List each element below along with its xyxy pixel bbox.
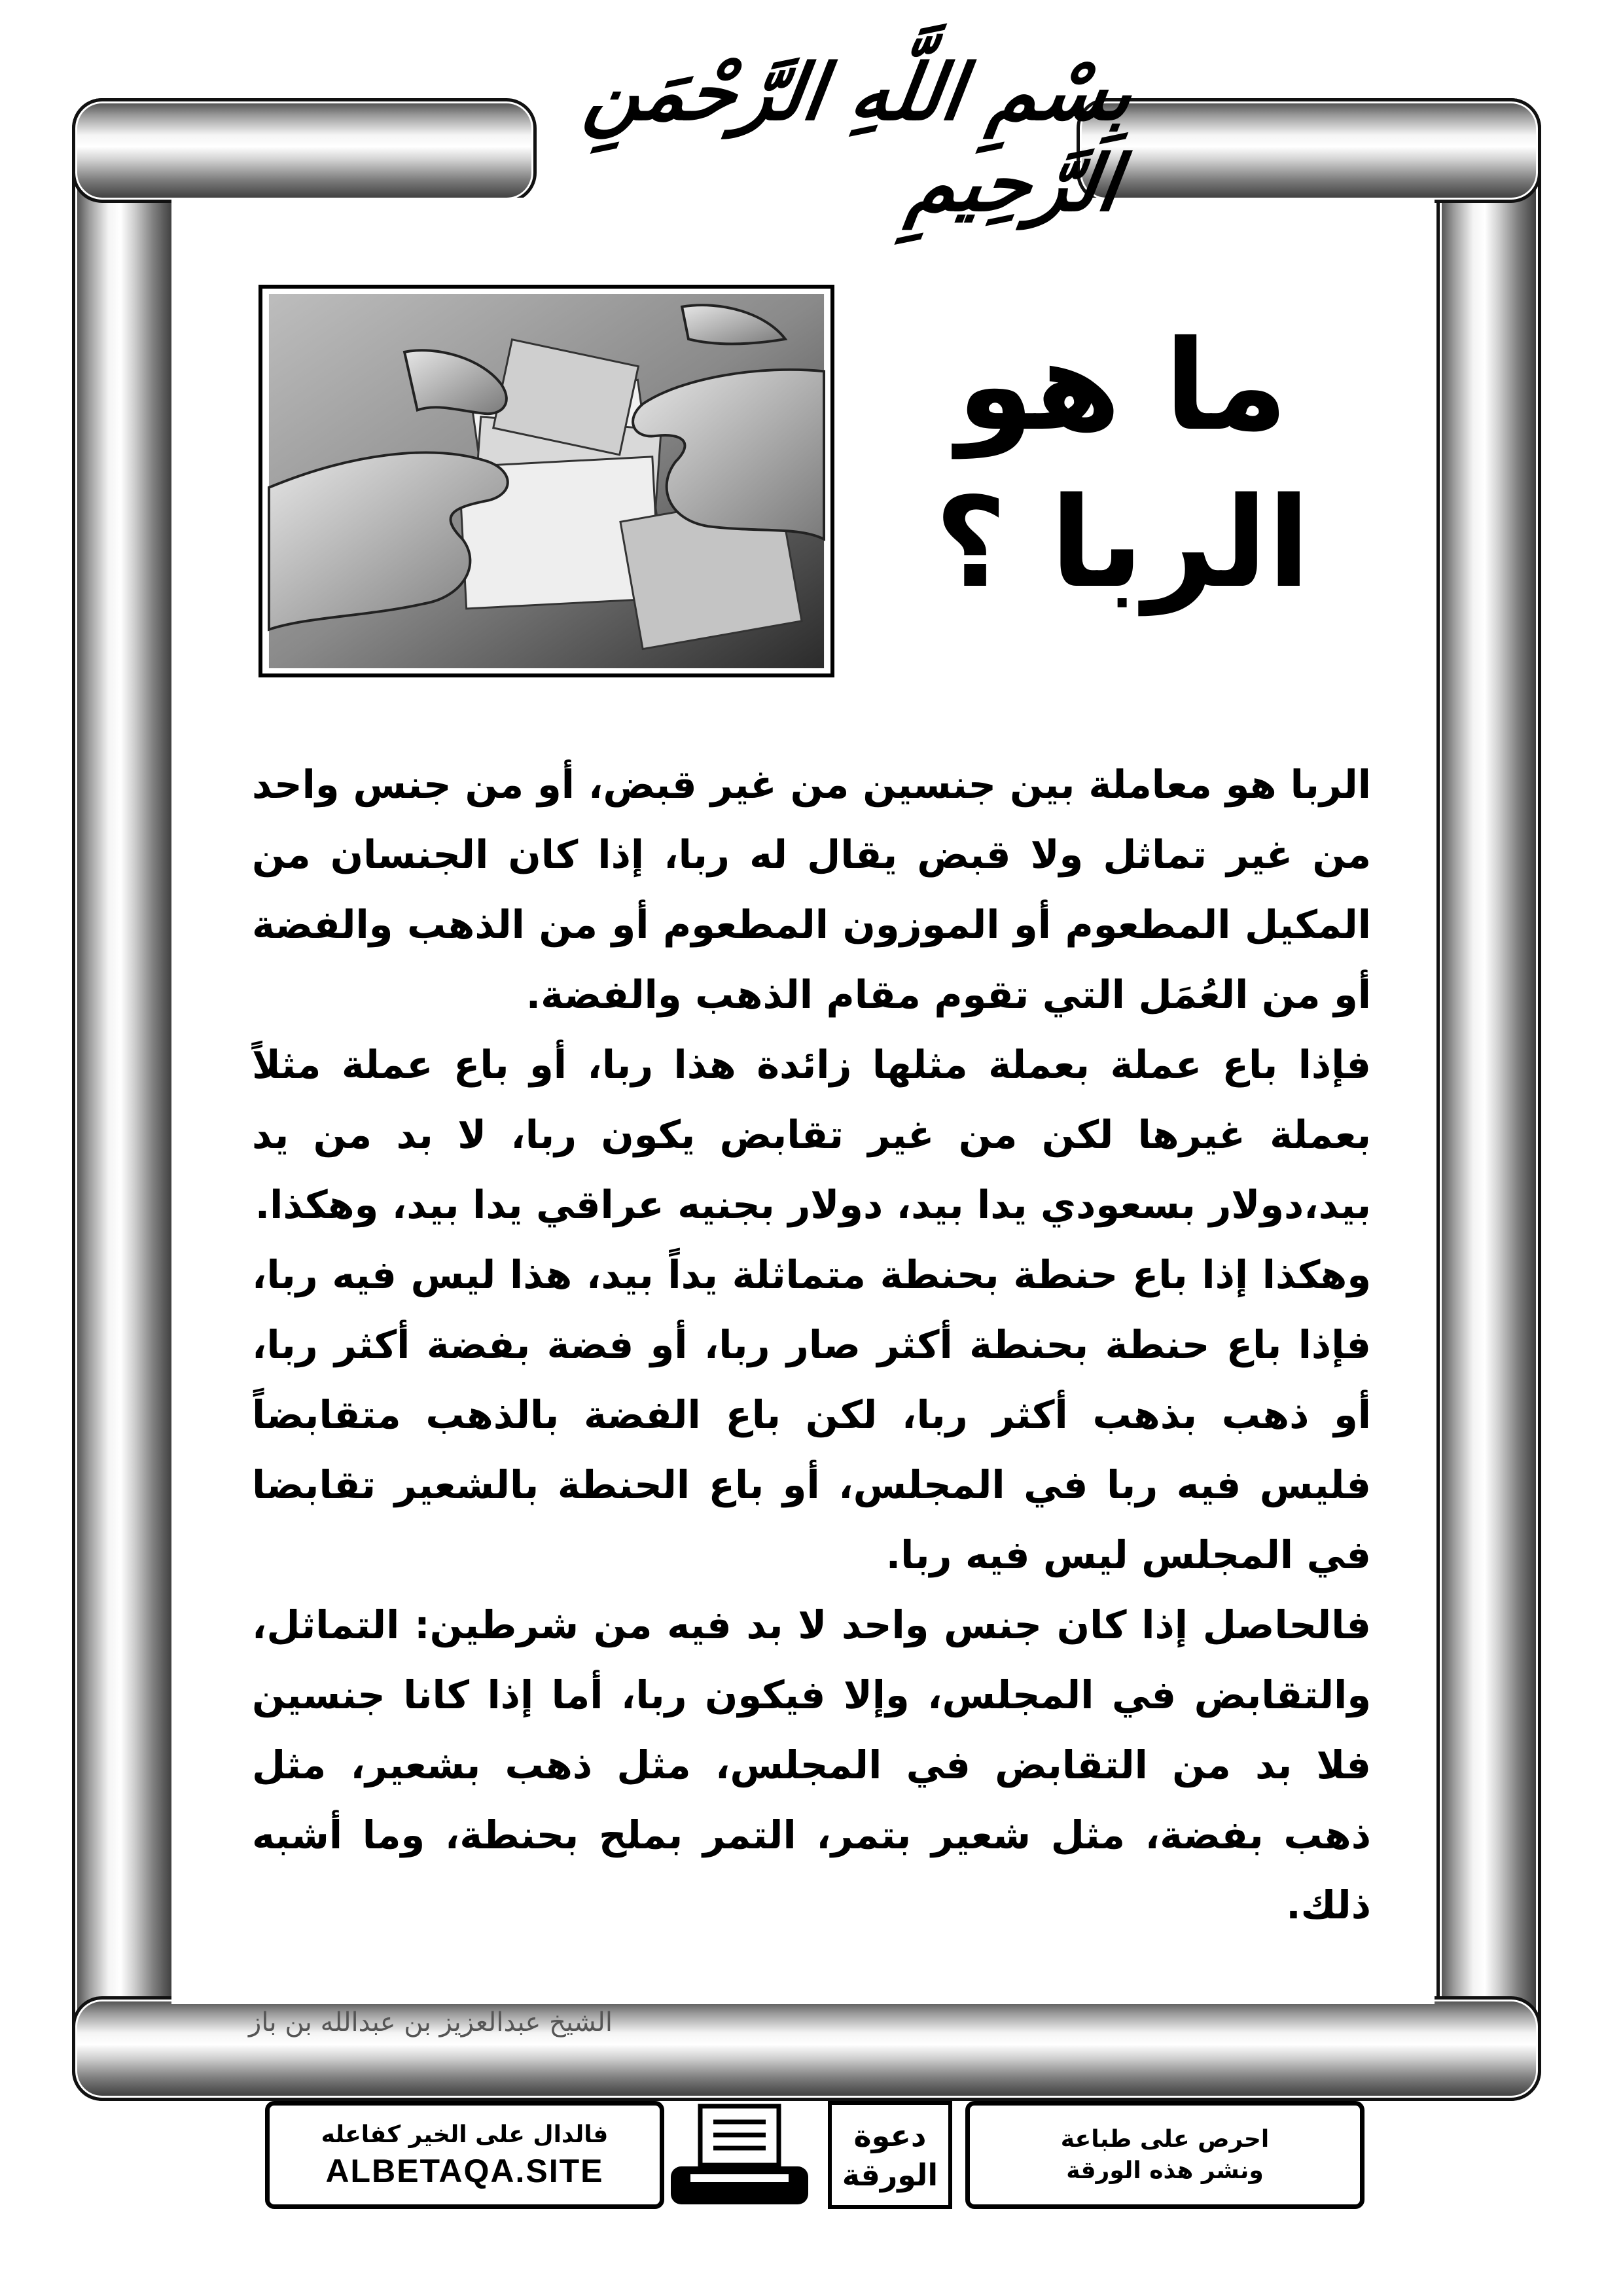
footer [265,2101,1364,2209]
footer-motto: فالدال على الخير كفاعله [321,2121,609,2148]
frame-left-bar [72,98,177,2101]
print-reminder-line-2: ونشر هذه الورقة [1066,2157,1264,2184]
page-title [870,308,1374,622]
footer-website-box [265,2101,664,2209]
logo-line-2: الورقة [842,2157,938,2193]
money-hands-illustration [268,294,825,668]
body-paragraph: الربا هو معاملة بين جنسين من غير قبض، أو من جنس واحد من غير تماثل ولا قبض يقال له ربا، إذا كان الجنسان من المكيل المطعوم أو الموزون المطعوم أو من الذهب والفضة أو من العُمَل التي تقوم مقام الذهب والفضة. [252,762,1371,1017]
footer-print-reminder-box [965,2101,1364,2209]
body-paragraph: فالحاصل إذا كان جنس واحد لا بد فيه من شرطين: التماثل، والتقابض في المجلس، وإلا فيكون ربا، أما إذا كانا جنسين فلا بد من التقابض في المجلس، مثل ذهب بشعير، مثل ذهب بفضة، مثل شعير بتمر، التمر بملح بحنطة، وما أشبه ذلك. [252,1602,1371,1928]
print-reminder-line-1: احرص على طباعة [1060,2125,1270,2153]
title-line-1: ما هو [957,314,1288,458]
basmala-text: بِسْمِ اللَّهِ الرَّحْمَنِ الرَّحِيمِ [579,46,1139,228]
body-paragraph: وهكذا إذا باع حنطة بحنطة متماثلة يداً بيد، هذا ليس فيه ربا، فإذا باع حنطة بحنطة أكثر صار ربا، أو فضة بفضة أكثر ربا، أو ذهب بذهب أكثر ربا، لكن باع الفضة بالذهب متقابضاً فليس فيه ربا في المجلس، أو باع الحنطة بالشعير تقابضا في المجلس ليس فيه ربا. [252,1252,1371,1577]
footer-website-link[interactable]: ALBETAQA.SITE [325,2152,604,2189]
money-hands-photo [259,285,834,677]
basmala-calligraphy [497,46,1139,228]
printer-icon [664,2101,815,2209]
article-body [252,749,1371,1940]
frame-top-left-bar [72,98,537,203]
frame-top-right-bar [1077,98,1541,203]
attribution: الشيخ عبدالعزيز بن عبدالله بن باز [249,2007,613,2037]
dawat-alwaraqa-logo [828,2101,952,2209]
frame-right-bar [1436,98,1541,2101]
logo-line-1: دعوة [853,2117,927,2153]
title-line-2: الربا ؟ [935,471,1310,615]
body-paragraph: فإذا باع عملة بعملة مثلها زائدة هذا ربا، أو باع عملة مثلاً بعملة غيرها لكن من غير تقابض يكون ربا، لا بد من يد بيد،دولار بسعودي يدا بيد، دولار بجنيه عراقي يدا بيد، وهكذا. [252,1042,1371,1227]
